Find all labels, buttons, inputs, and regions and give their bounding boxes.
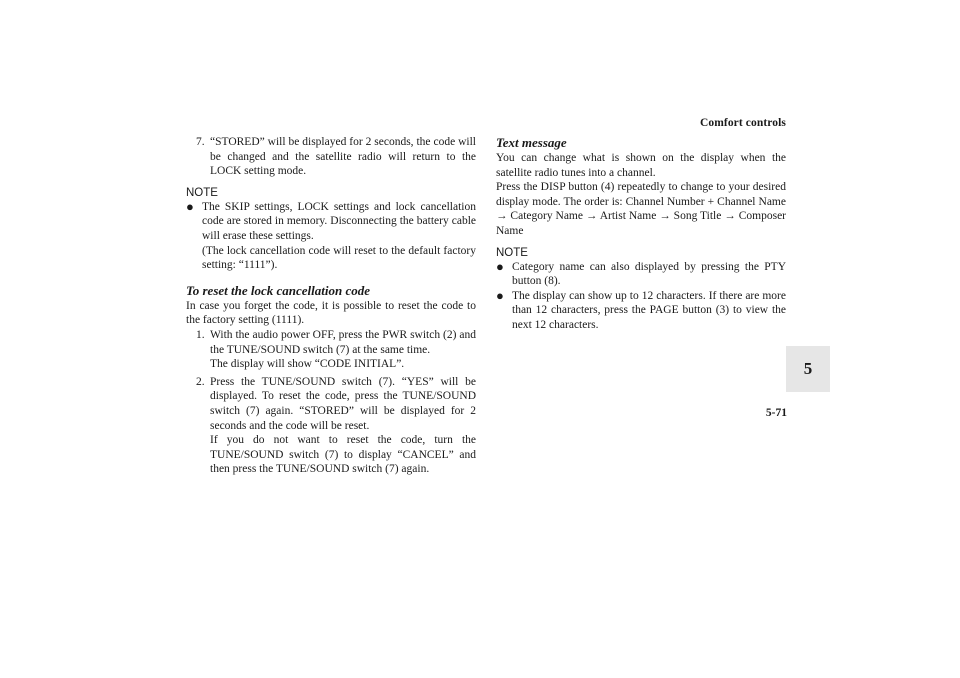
bullet-icon: ● xyxy=(496,287,504,303)
text-message-para-1: You can change what is shown on the display when the satellite radio tunes into a channel. xyxy=(496,152,786,179)
step-7 xyxy=(186,135,476,179)
text-message-para-2: Press the DISP button (4) repeatedly to change to your desired display mode. The order is: Channel Number + Channel Name → Category Name → Artist Name → Song Title → Composer Name xyxy=(496,181,786,237)
note-2-item-2 xyxy=(496,289,786,333)
note-1-item xyxy=(186,200,476,273)
reset-section-heading: To reset the lock cancellation code xyxy=(186,282,371,298)
step-7-text: “STORED” will be displayed for 2 seconds, the code will be changed and the satellite radio will return to the LOCK setting mode. xyxy=(210,136,476,178)
chapter-tab-number: 5 xyxy=(803,359,813,378)
reset-step-1-line-2: The display will show “CODE INITIAL”. xyxy=(210,358,405,371)
note-2-item-1-text: Category name can also displayed by pressing the PTY button (8). xyxy=(512,260,786,288)
step-7-number: 7. xyxy=(196,136,205,148)
bullet-icon: ● xyxy=(186,198,194,214)
running-header-title: Comfort controls xyxy=(699,117,786,129)
reset-step-2-line-2: If you do not want to reset the code, turn the TUNE/SOUND switch (7) to display “CANCEL” and then press the TUNE/SOUND switch (7) again. xyxy=(210,434,476,476)
page-number: 5-71 xyxy=(765,407,787,419)
reset-step-2-number: 2. xyxy=(196,375,205,388)
chapter-tab xyxy=(786,346,830,392)
note-label-1: NOTE xyxy=(186,186,218,199)
reset-section-intro: In case you forget the code, it is possible to reset the code to the factory setting (1111). xyxy=(186,299,476,327)
note-label-2: NOTE xyxy=(496,246,528,259)
note-2-item-1 xyxy=(496,260,786,289)
reset-step-2-line-1: Press the TUNE/SOUND switch (7). “YES” will be displayed. To reset the code, press the TUNE/SOUND switch (7) again. “STORED” will be displayed for 2 seconds and the code will be reset. xyxy=(210,375,476,432)
left-column xyxy=(186,135,476,480)
reset-step-1 xyxy=(186,328,476,372)
note-1-line-1: The SKIP settings, LOCK settings and lock cancellation code are stored in memory. Disconnecting the battery cable will erase these settings. xyxy=(202,200,476,242)
bullet-icon: ● xyxy=(496,258,504,274)
reset-step-2 xyxy=(186,375,476,477)
note-1-line-2: (The lock cancellation code will reset to the default factory setting: “1111”). xyxy=(202,244,476,272)
text-message-heading: Text message xyxy=(496,135,567,150)
reset-step-1-line-1: With the audio power OFF, press the PWR switch (2) and the TUNE/SOUND switch (7) at the same time. xyxy=(210,328,476,356)
reset-step-1-number: 1. xyxy=(196,328,205,341)
note-2-item-2-text: The display can show up to 12 characters. If there are more than 12 characters, press the PAGE button (3) to view the next 12 characters. xyxy=(512,289,786,331)
right-column xyxy=(496,135,786,333)
